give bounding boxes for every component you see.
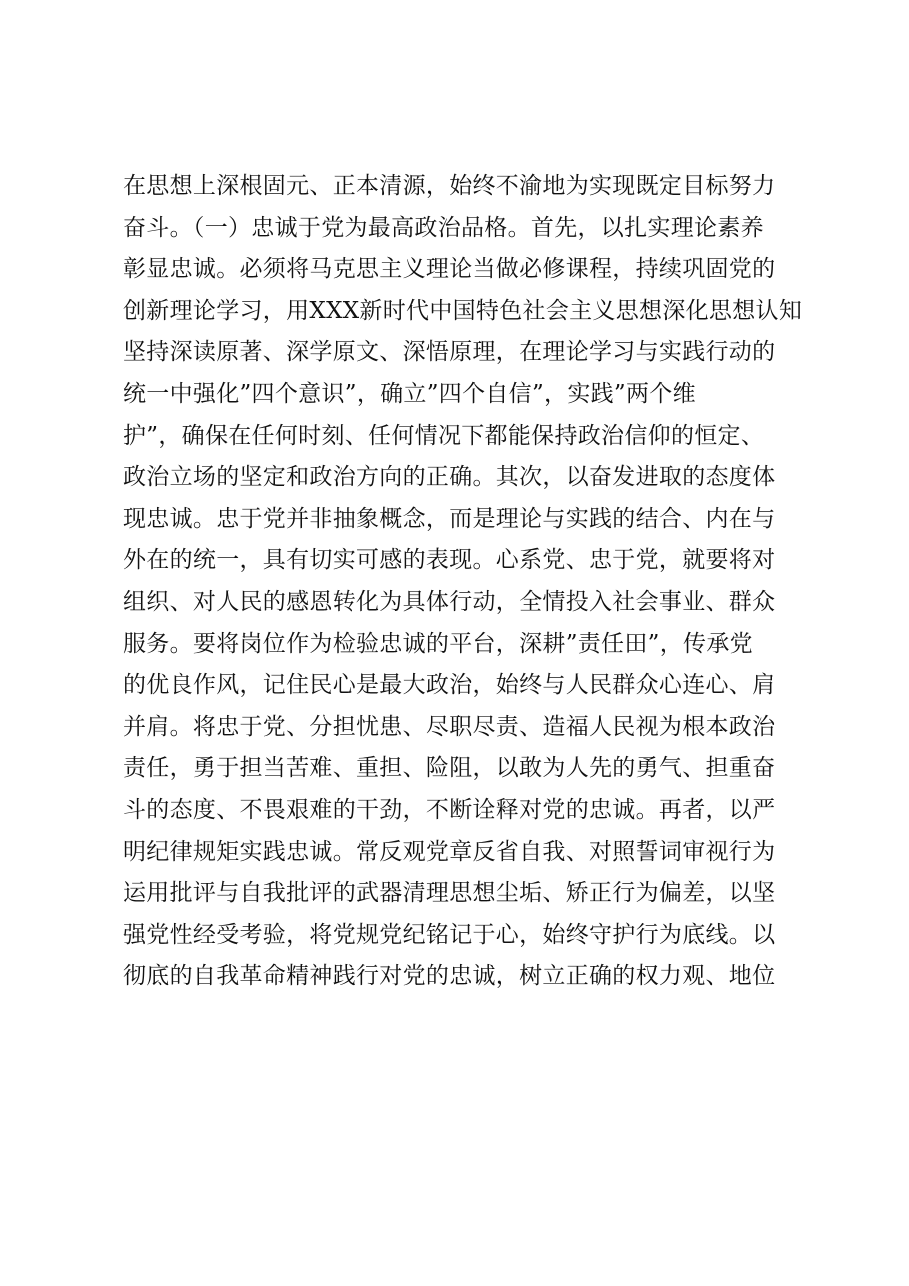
- text-line: 奋斗。（一）忠诚于党为最高政治品格。首先，以扎实理论素养: [123, 214, 764, 241]
- text-line: 责任，勇于担当苦难、重担、险阻，以敢为人先的勇气、担重奋: [123, 755, 776, 782]
- text-line: 明纪律规矩实践忠诚。常反观党章反省自我、对照誓词审视行为: [123, 838, 776, 865]
- text-line: 强党性经受考验，将党规党纪铭记于心，始终守护行为底线。以: [123, 921, 776, 948]
- text-line: 护”，确保在任何时刻、任何情况下都能保持政治信仰的恒定、: [123, 422, 765, 449]
- text-line: 彰显忠诚。必须将马克思主义理论当做必修课程，持续巩固党的: [123, 256, 776, 283]
- text-line: 外在的统一，具有切实可感的表现。心系党、忠于党，就要将对: [123, 547, 776, 574]
- text-line: 政治立场的坚定和政治方向的正确。其次，以奋发进取的态度体: [123, 464, 776, 491]
- text-line: 斗的态度、不畏艰难的干劲，不断诠释对党的忠诚。再者，以严: [123, 796, 776, 823]
- text-line: 组织、对人民的感恩转化为具体行动，全情投入社会事业、群众: [123, 588, 776, 615]
- text-line: 统一中强化”四个意识”，确立”四个自信”，实践”两个维: [123, 380, 696, 407]
- text-line: 运用批评与自我批评的武器清理思想尘垢、矫正行为偏差，以坚: [123, 880, 776, 907]
- text-line: 并肩。将忠于党、分担忧患、尽职尽责、造福人民视为根本政治: [123, 713, 776, 740]
- text-line: 创新理论学习，用XXX新时代中国特色社会主义思想深化思想认知: [123, 297, 803, 324]
- text-line: 在思想上深根固元、正本清源，始终不渝地为实现既定目标努力: [123, 173, 776, 199]
- text-line: 彻底的自我革命精神践行对党的忠诚，树立正确的权力观、地位: [123, 963, 776, 990]
- text-line: 坚持深读原著、深学原文、深悟原理，在理论学习与实践行动的: [123, 339, 776, 366]
- text-line: 现忠诚。忠于党并非抽象概念，而是理论与实践的结合、内在与: [123, 505, 776, 532]
- body-text: [123, 166, 823, 998]
- text-line: 的优良作风，记住民心是最大政治，始终与人民群众心连心、肩: [123, 672, 776, 699]
- text-line: 服务。要将岗位作为检验忠诚的平台，深耕”责任田”，传承党: [123, 630, 753, 657]
